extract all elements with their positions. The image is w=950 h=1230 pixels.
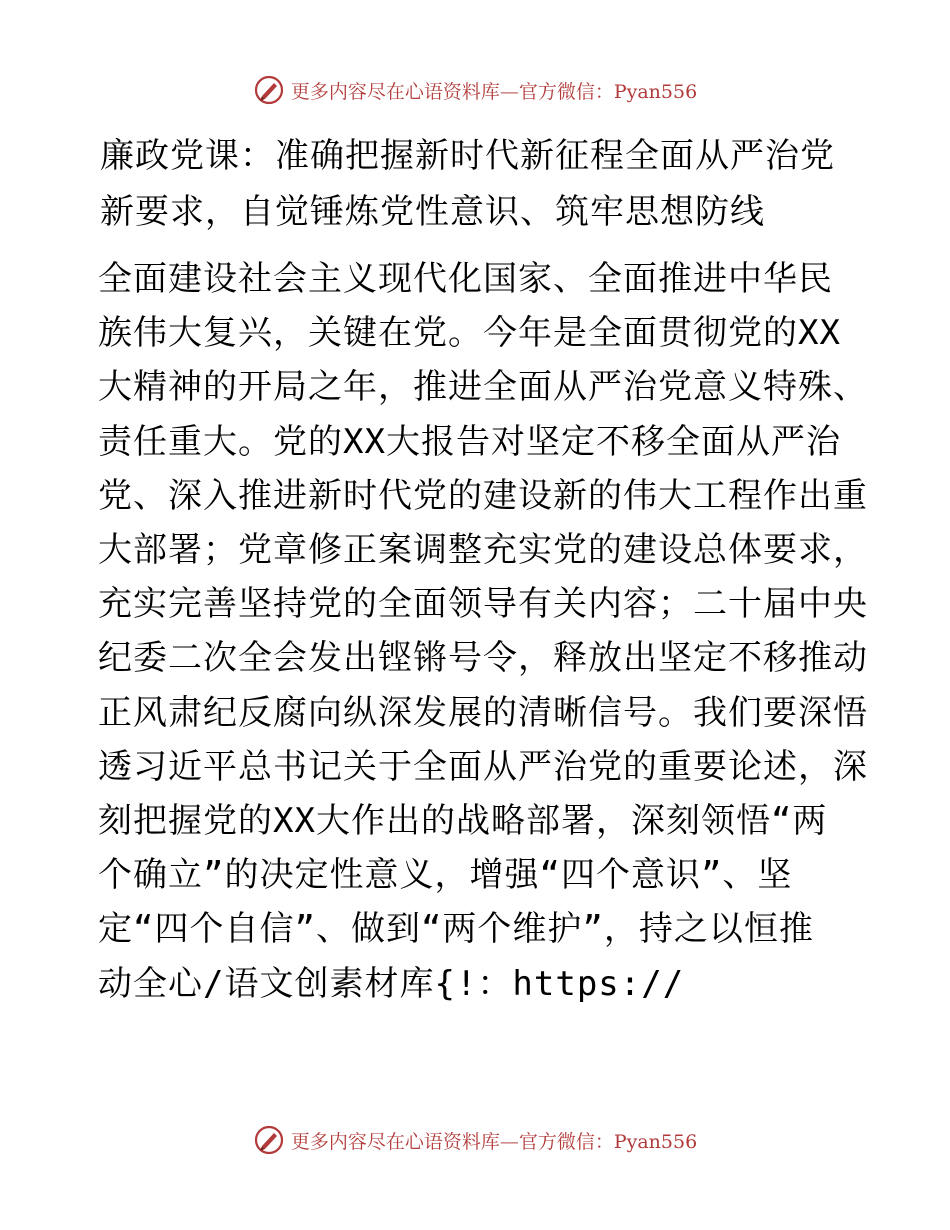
body-line: 纪委二次全会发出铿锵号令，释放出坚定不移推动 [98, 638, 868, 679]
banner-wechat-text: 官方微信：Pyan556 [518, 80, 698, 103]
footer-banner [0, 1118, 950, 1162]
body-line: 全面建设社会主义现代化国家、全面推进中华民 [98, 259, 833, 299]
banner-main-text: 更多内容尽在心语资料库 [290, 1130, 500, 1153]
body-line: 充实完善坚持党的全面领导有关内容；二十届中央 [98, 584, 868, 625]
body-line: 刻把握党的XX大作出的战略部署，深刻领悟“两 [98, 801, 828, 842]
body-line: 正风肃纪反腐向纵深发展的清晰信号。我们要深悟 [98, 692, 868, 733]
body-line: 大部署；党章修正案调整充实党的建设总体要求， [98, 530, 868, 571]
pen-circle-logo-icon [253, 74, 285, 106]
body-line: 个确立”的决定性意义，增强“四个意识”、坚 [98, 855, 793, 896]
banner-wechat-text: 官方微信：Pyan556 [518, 1130, 698, 1153]
header-banner [0, 68, 950, 112]
title-line: 廉政党课：准确把握新时代新征程全面从严治党 [100, 136, 835, 176]
body-line: 党、深入推进新时代党的建设新的伟大工程作出重 [98, 475, 868, 516]
title-line: 新要求，自觉锤炼党性意识、筑牢思想防线 [100, 192, 765, 232]
banner-separator: — [499, 80, 519, 103]
body-line: 责任重大。党的XX大报告对坚定不移全面从严治 [98, 421, 841, 462]
body-line: 族伟大复兴，关键在党。今年是全面贯彻党的XX [98, 313, 841, 354]
body-line: 大精神的开局之年，推进全面从严治党意义特殊、 [98, 367, 868, 408]
document-title [100, 128, 860, 240]
pen-circle-logo-icon [253, 1124, 285, 1156]
body-line: 定“四个自信”、做到“两个维护”，持之以恒推 [98, 909, 814, 950]
footer-banner-text [291, 1127, 697, 1154]
banner-main-text: 更多内容尽在心语资料库 [290, 80, 500, 103]
document-body [98, 252, 868, 1011]
body-line: 透习近平总书记关于全面从严治党的重要论述，深 [98, 746, 868, 787]
header-banner-text [291, 77, 697, 104]
banner-separator: — [499, 1130, 519, 1153]
body-line: 动全心/语文创素材库{!：https:// [98, 963, 685, 1004]
